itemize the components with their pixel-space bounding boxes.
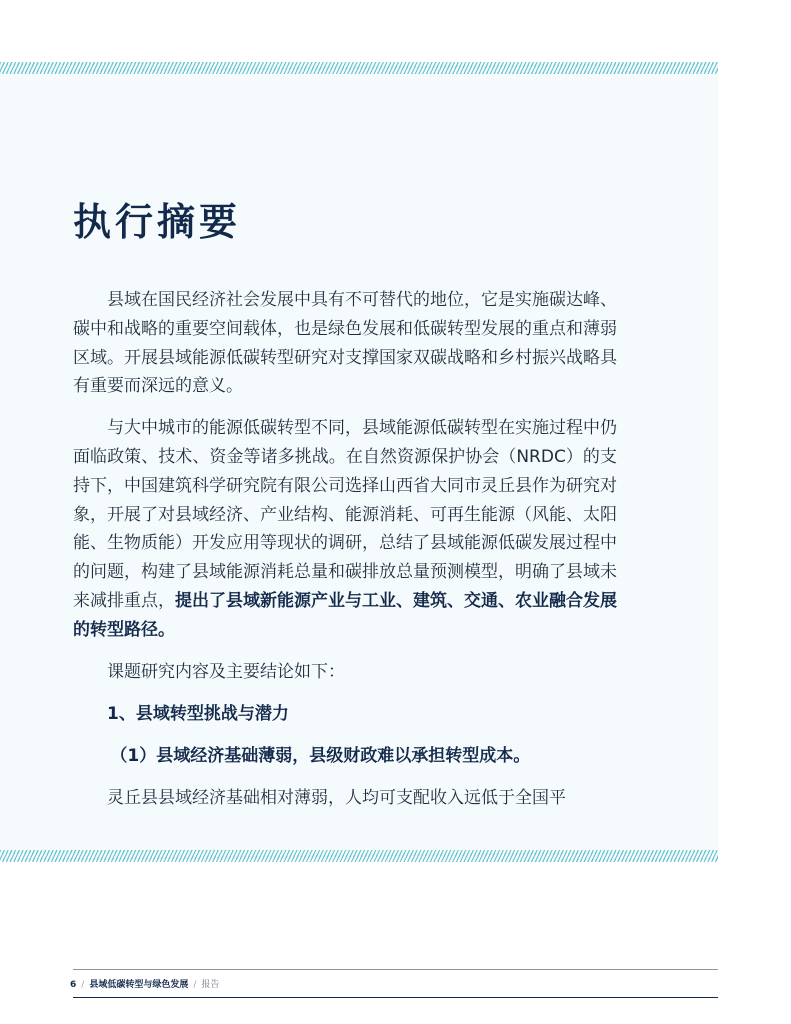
report-name: 县域低碳转型与绿色发展 bbox=[89, 980, 189, 990]
footer-rule-top bbox=[73, 969, 718, 970]
footer-separator: / bbox=[193, 980, 197, 990]
paragraph-conclusions-intro: 课题研究内容及主要结论如下： bbox=[107, 661, 345, 682]
section-heading: 1、县域转型挑战与潜力 bbox=[107, 704, 289, 725]
page-footer bbox=[70, 979, 219, 991]
footer-rule-bottom bbox=[73, 997, 718, 998]
bottom-stripe-decoration bbox=[0, 850, 718, 862]
top-stripe-decoration bbox=[0, 62, 718, 74]
footer-separator: / bbox=[81, 980, 85, 990]
paragraph-background-text: 与大中城市的能源低碳转型不同，县域能源低碳转型在实施过程中仍面临政策、技术、资金等诸多挑战。在自然资源保护协会（NRDC）的支持下，中国建筑科学研究院有限公司选择山西省大同市灵丘县作为研究对象，开展了对县域经济、产业结构、能源消耗、可再生能源（风能、太阳能、生物质能）开发应用等现状的调研，总结了县域能源低碳发展过程中的问题，构建了县域能源消耗总量和碳排放总量预测模型，明确了县域未来减排重点， bbox=[73, 418, 617, 611]
paragraph-intro: 县域在国民经济社会发展中具有不可替代的地位，它是实施碳达峰、碳中和战略的重要空间载体，也是绿色发展和低碳转型发展的重点和薄弱区域。开展县域能源低碳转型研究对支撑国家双碳战略和乡村振兴战略具有重要而深远的意义。 bbox=[73, 290, 617, 397]
paragraph-background bbox=[73, 414, 617, 644]
report-type: 报告 bbox=[201, 980, 220, 990]
subsection-heading: （1）县域经济基础薄弱，县级财政难以承担转型成本。 bbox=[110, 746, 531, 767]
body-text bbox=[73, 286, 617, 826]
page-title: 执行摘要 bbox=[73, 200, 242, 244]
paragraph-background-emphasis: 提出了县域新能源产业与工业、建筑、交通、农业融合发展的转型路径。 bbox=[73, 590, 617, 640]
page-number: 6 bbox=[70, 980, 77, 990]
paragraph-economy: 灵丘县县域经济基础相对薄弱，人均可支配收入远低于全国平 bbox=[107, 787, 566, 808]
